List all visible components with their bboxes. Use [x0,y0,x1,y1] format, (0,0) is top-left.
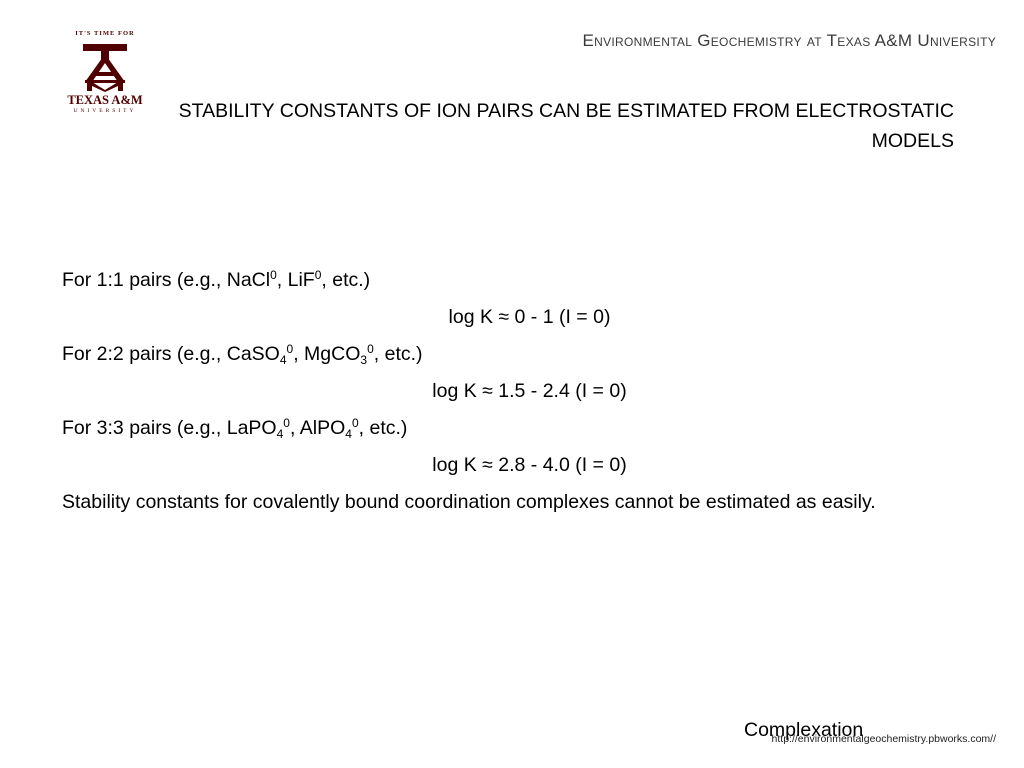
pairs-2-2-formula: log K ≈ 1.5 - 2.4 (I = 0) [432,380,627,402]
slide-body [62,262,977,518]
footer-url-link[interactable]: http://environmentalgeochemistry.pbworks.com// [771,733,996,745]
header-title: Environmental Geochemistry at Texas A&M University [582,31,996,50]
slide-title: STABILITY CONSTANTS OF ION PAIRS CAN BE ESTIMATED FROM ELECTROSTATIC MODELS [178,100,954,152]
pairs-1-1-formula: log K ≈ 0 - 1 (I = 0) [448,306,611,328]
texas-am-logo [62,30,148,116]
logo-wordmark: TEXAS A&M [67,93,143,107]
atm-logo-icon [79,42,131,92]
pairs-3-3-formula: log K ≈ 2.8 - 4.0 (I = 0) [432,454,627,476]
pairs-1-1-line: For 1:1 pairs (e.g., NaCl$^0$, LiF$^0$, etc.) [62,268,371,291]
pairs-3-3-line: For 3:3 pairs (e.g., LaPO$_4^0$, AlPO$_4^0$, etc.) [62,416,408,441]
covalent-note: Stability constants for covalently bound coordination complexes cannot be estimated as easily. [62,491,876,513]
logo-tagline: IT'S TIME FOR [75,30,135,37]
logo-subline: UNIVERSITY [73,108,137,114]
pairs-2-2-line: For 2:2 pairs (e.g., CaSO$_4^0$, MgCO$_3^0$, etc.) [62,342,423,367]
footer-label: Complexation [744,719,864,741]
